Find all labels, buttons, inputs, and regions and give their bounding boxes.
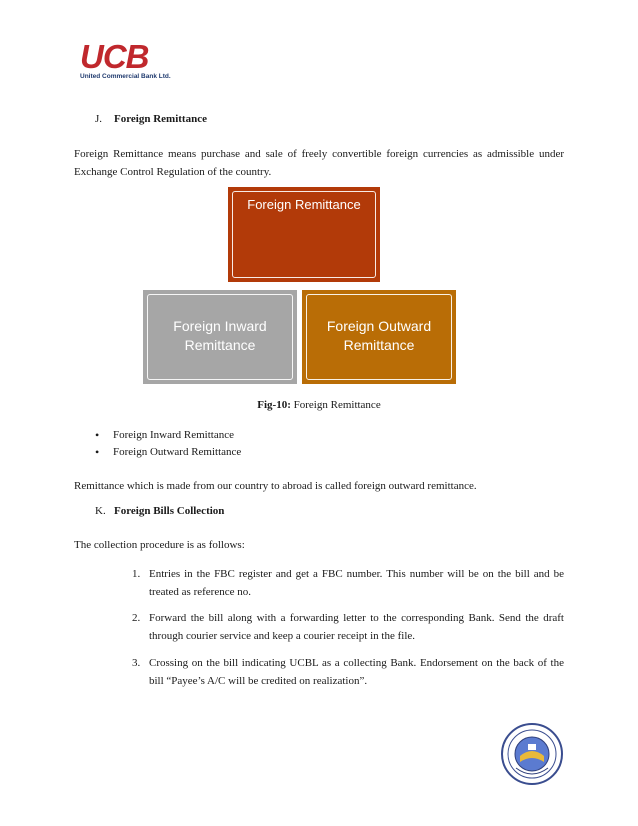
figure-caption-text: Foreign Remittance	[293, 399, 381, 411]
step-text: Forward the bill along with a forwarding letter to the corresponding Bank. Send the draft through courier service and keep a courier receipt in the file.	[149, 612, 564, 642]
bullet-item: • Foreign Outward Remittance	[95, 444, 495, 461]
procedure-step	[132, 609, 564, 645]
section-k-title: Foreign Bills Collection	[114, 505, 225, 517]
step-text: Crossing on the bill indicating UCBL as a collecting Bank. Endorsement on the back of the bill “Payee’s A/C will be credited on realization”.	[149, 657, 564, 687]
diagram-box-outward-label: Foreign Outward Remittance	[326, 318, 432, 353]
step-text: Entries in the FBC register and get a FBC number. This number will be on the bill and be treated as reference no.	[149, 568, 564, 598]
figure-label: Fig-10:	[257, 399, 291, 411]
section-j-paragraph: Foreign Remittance means purchase and sale of freely convertible foreign currencies as admissible under Exchange Control Regulation of the country.	[74, 148, 564, 178]
diagram-box-outward	[302, 290, 456, 384]
outward-definition: Remittance which is made from our country to abroad is called foreign outward remittance.	[74, 480, 477, 492]
logo-wordmark: UCB	[80, 38, 149, 75]
bullet-item: • Foreign Inward Remittance	[95, 427, 495, 444]
ucb-logo	[80, 38, 171, 82]
section-k-heading	[95, 505, 224, 517]
section-j-heading	[95, 113, 207, 125]
diagram-box-top-label: Foreign Remittance	[247, 197, 361, 212]
procedure-step	[132, 565, 564, 601]
logo-subtitle: United Commercial Bank Ltd.	[80, 73, 171, 80]
step-number: 2.	[132, 612, 141, 624]
step-number: 1.	[132, 568, 141, 580]
university-seal-icon	[500, 722, 564, 786]
remittance-bullet-list	[95, 427, 495, 461]
section-k-intro: The collection procedure is as follows:	[74, 539, 245, 551]
step-number: 3.	[132, 657, 141, 669]
diagram-box-top	[228, 187, 380, 282]
diagram-box-inward-label: Foreign Inward Remittance	[173, 318, 267, 353]
diagram-box-inward	[143, 290, 297, 384]
section-k-label: K.	[95, 505, 106, 517]
section-j-title: Foreign Remittance	[114, 113, 207, 125]
procedure-step	[132, 654, 564, 690]
figure-caption	[74, 399, 564, 411]
section-j-label: J.	[95, 113, 103, 125]
